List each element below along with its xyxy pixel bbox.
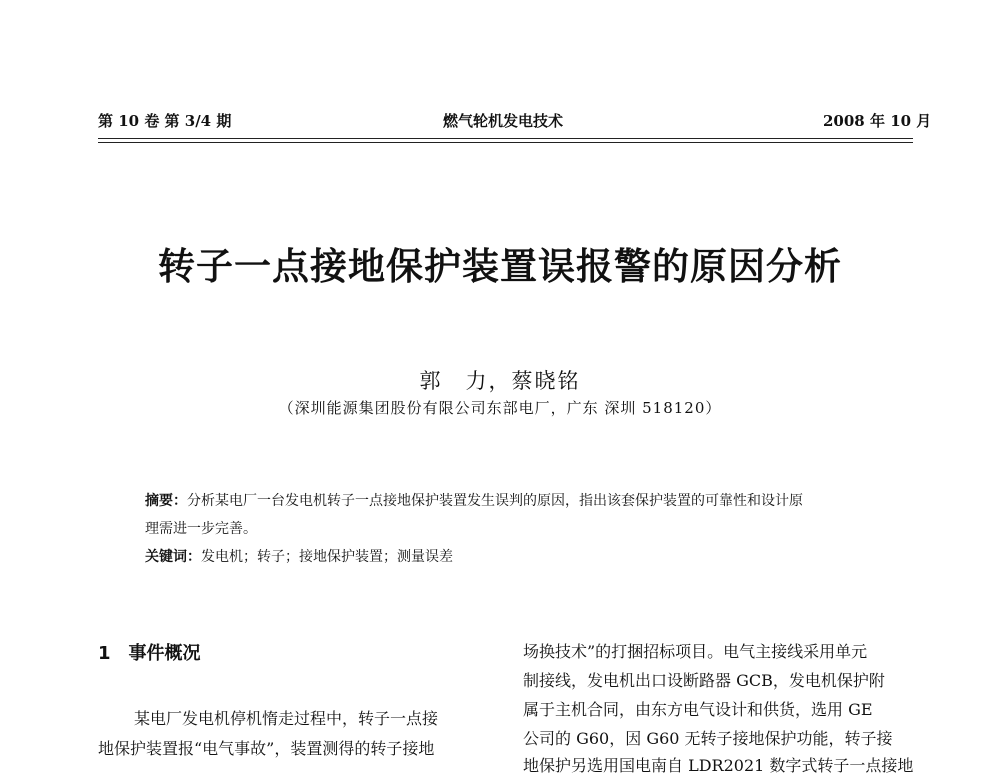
right-col-line-4: 公司的 G60，因 G60 无转子接地保护功能，转子接 bbox=[523, 729, 893, 748]
header-rule-bottom bbox=[98, 142, 913, 143]
keywords bbox=[145, 546, 453, 566]
affiliation: （深圳能源集团股份有限公司东部电厂，广东 深圳 518120） bbox=[278, 399, 722, 417]
header-journal: 燃气轮机发电技术 bbox=[443, 112, 564, 130]
left-col-line-1: 某电厂发电机停机惰走过程中，转子一点接 bbox=[134, 709, 439, 728]
abstract-line-1 bbox=[145, 490, 803, 510]
right-col-line-2: 制接线，发电机出口设断路器 GCB，发电机保护附 bbox=[523, 671, 885, 690]
paper-title: 转子一点接地保护装置误报警的原因分析 bbox=[158, 245, 842, 288]
authors: 郭 力，蔡晓铭 bbox=[419, 369, 581, 393]
right-col-line-5: 地保护另选用国电南自 LDR2021 数字式转子一点接地 bbox=[523, 756, 914, 775]
abstract-line-2: 理需进一步完善。 bbox=[145, 521, 257, 537]
section-heading bbox=[98, 639, 201, 665]
right-col-line-1: 场换技术”的打捆招标项目。电气主接线采用单元 bbox=[523, 642, 868, 661]
header-volume-issue: 第 10 卷 第 3/4 期 bbox=[98, 112, 232, 130]
section-number: 1 bbox=[98, 643, 111, 664]
left-col-line-2: 地保护装置报“电气事故”，装置测得的转子接地 bbox=[98, 739, 435, 758]
keywords-text: 发电机；转子；接地保护装置；测量误差 bbox=[201, 549, 453, 565]
header-rule-top bbox=[98, 138, 913, 139]
keywords-label: 关键词： bbox=[145, 549, 201, 565]
abstract-label: 摘要： bbox=[145, 493, 187, 509]
right-col-line-3: 属于主机合同，由东方电气设计和供货，选用 GE bbox=[523, 700, 873, 719]
header-date: 2008 年 10 月 bbox=[823, 112, 932, 130]
section-title: 事件概况 bbox=[128, 643, 201, 664]
abstract-text-1: 分析某电厂一台发电机转子一点接地保护装置发生误判的原因，指出该套保护装置的可靠性和设计原 bbox=[187, 493, 803, 509]
